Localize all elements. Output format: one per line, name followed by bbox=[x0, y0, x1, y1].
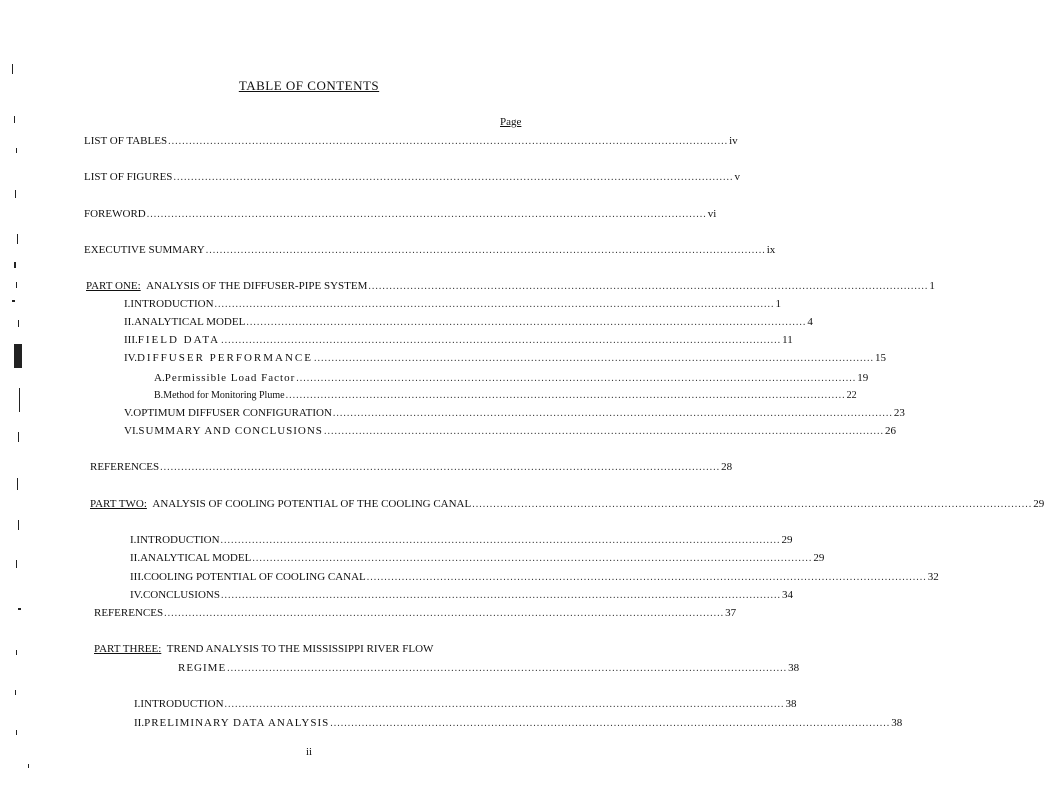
dot-leader: ................................................................................................................................................................ bbox=[160, 462, 721, 473]
scan-speck bbox=[16, 650, 17, 655]
part-title: TREND ANALYSIS TO THE MISSISSIPPI RIVER FLOW bbox=[166, 643, 434, 655]
entry-label: PRELIMINARY DATA ANALYSIS bbox=[144, 717, 330, 729]
entry-number: VI. bbox=[124, 425, 139, 437]
dot-leader: ................................................................................................................................................................ bbox=[205, 245, 766, 256]
toc-entry[interactable] bbox=[90, 461, 733, 473]
dot-leader: ................................................................................................................................................................ bbox=[227, 663, 788, 674]
entry-page: 19 bbox=[857, 372, 869, 384]
scan-speck bbox=[16, 730, 17, 735]
scan-speck bbox=[16, 148, 17, 153]
entry-label: REGIME bbox=[178, 662, 227, 674]
entry-page: 1 bbox=[929, 280, 935, 292]
entry-label: CONCLUSIONS bbox=[142, 589, 220, 601]
entry-label: INTRODUCTION bbox=[136, 534, 220, 546]
dot-leader: ................................................................................................................................................................ bbox=[220, 590, 781, 601]
toc-entry[interactable] bbox=[124, 407, 905, 419]
scan-speck bbox=[19, 388, 20, 412]
dot-leader: ................................................................................................................................................................ bbox=[173, 172, 734, 183]
toc-entry[interactable] bbox=[130, 589, 793, 601]
part-label: PART THREE: bbox=[94, 643, 162, 655]
entry-page: 38 bbox=[785, 698, 797, 710]
scan-speck bbox=[28, 764, 29, 768]
entry-page: 28 bbox=[721, 461, 733, 473]
entry-number: B. bbox=[154, 390, 164, 401]
dot-leader: ................................................................................................................................................................ bbox=[332, 408, 893, 419]
scan-speck bbox=[12, 300, 15, 302]
entry-page: 11 bbox=[782, 334, 793, 346]
toc-entry[interactable] bbox=[134, 717, 903, 729]
entry-number: IV. bbox=[124, 352, 137, 364]
part-title: ANALYSIS OF THE DIFFUSER-PIPE SYSTEM bbox=[146, 280, 368, 292]
entry-number: I. bbox=[134, 698, 141, 710]
scan-speck bbox=[15, 190, 16, 198]
page-title: TABLE OF CONTENTS bbox=[238, 78, 380, 93]
toc-entry[interactable] bbox=[124, 298, 782, 310]
entry-page: 38 bbox=[891, 717, 903, 729]
entry-number: III. bbox=[124, 334, 138, 346]
entry-page: 1 bbox=[775, 298, 782, 310]
entry-page: 22 bbox=[846, 390, 857, 401]
entry-page: ix bbox=[766, 244, 776, 256]
entry-label: OPTIMUM DIFFUSER CONFIGURATION bbox=[133, 407, 332, 419]
toc-entry[interactable] bbox=[84, 171, 740, 183]
scan-speck bbox=[17, 234, 18, 244]
scan-speck bbox=[15, 690, 16, 695]
entry-page: 4 bbox=[807, 316, 813, 328]
scan-speck bbox=[16, 560, 17, 568]
toc-entry[interactable] bbox=[94, 607, 737, 619]
entry-number: V. bbox=[124, 407, 134, 419]
entry-number: IV. bbox=[130, 589, 143, 601]
dot-leader: ................................................................................................................................................................ bbox=[330, 718, 891, 729]
toc-entry[interactable] bbox=[134, 698, 797, 710]
toc-entry[interactable] bbox=[130, 552, 825, 564]
entry-label: REFERENCES bbox=[94, 607, 164, 619]
entry-page: 29 bbox=[1033, 498, 1044, 510]
toc-subentry[interactable] bbox=[154, 372, 869, 384]
page-column-header: Page bbox=[500, 116, 522, 128]
scan-speck bbox=[18, 432, 19, 442]
toc-entry-continuation[interactable] bbox=[178, 662, 800, 674]
scan-speck bbox=[17, 478, 18, 490]
entry-number: II. bbox=[130, 552, 141, 564]
entry-label: FOREWORD bbox=[84, 208, 146, 220]
entry-page: v bbox=[734, 171, 740, 183]
toc-entry[interactable] bbox=[124, 425, 896, 437]
page-number: ii bbox=[305, 746, 313, 758]
entry-label: ANALYTICAL MODEL bbox=[140, 552, 252, 564]
toc-part-entry[interactable] bbox=[94, 643, 534, 655]
scan-speck bbox=[18, 608, 21, 610]
dot-leader: ................................................................................................................................................................ bbox=[146, 209, 707, 220]
entry-page: 29 bbox=[781, 534, 793, 546]
dot-leader: ................................................................................................................................................................ bbox=[472, 499, 1033, 510]
entry-number: II. bbox=[124, 316, 135, 328]
dot-leader: ................................................................................................................................................................ bbox=[168, 136, 729, 147]
entry-page: 38 bbox=[788, 662, 800, 674]
entry-page: 37 bbox=[725, 607, 737, 619]
entry-label: INTRODUCTION bbox=[140, 698, 224, 710]
scan-speck bbox=[14, 116, 15, 123]
dot-leader: ................................................................................................................................................................ bbox=[214, 299, 775, 310]
dot-leader: ................................................................................................................................................................ bbox=[164, 608, 725, 619]
entry-label: DIFFUSER PERFORMANCE bbox=[136, 352, 313, 364]
toc-entry[interactable] bbox=[124, 316, 813, 328]
entry-label: ANALYTICAL MODEL bbox=[134, 316, 246, 328]
dot-leader: ................................................................................................................................................................ bbox=[323, 426, 884, 437]
entry-page: 29 bbox=[813, 552, 825, 564]
dot-leader: ................................................................................................................................................................ bbox=[221, 335, 782, 346]
entry-label: FIELD DATA bbox=[137, 334, 221, 346]
entry-label: EXECUTIVE SUMMARY bbox=[84, 244, 205, 256]
entry-label: REFERENCES bbox=[90, 461, 160, 473]
entry-number: I. bbox=[124, 298, 131, 310]
toc-subentry[interactable] bbox=[154, 390, 857, 401]
toc-entry[interactable] bbox=[130, 571, 939, 583]
dot-leader: ................................................................................................................................................................ bbox=[252, 553, 813, 564]
dot-leader: ................................................................................................................................................................ bbox=[246, 317, 807, 328]
dot-leader: ................................................................................................................................................................ bbox=[296, 373, 857, 384]
scan-speck bbox=[14, 262, 16, 268]
dot-leader: ................................................................................................................................................................ bbox=[313, 353, 874, 364]
entry-page: 34 bbox=[781, 589, 793, 601]
entry-number: A. bbox=[154, 372, 165, 384]
toc-entry[interactable] bbox=[84, 208, 717, 220]
scan-blot bbox=[14, 344, 22, 368]
entry-page: iv bbox=[729, 135, 738, 147]
dot-leader: ................................................................................................................................................................ bbox=[368, 281, 929, 292]
scan-speck bbox=[18, 520, 19, 530]
entry-label: INTRODUCTION bbox=[130, 298, 214, 310]
toc-part-entry[interactable] bbox=[86, 280, 935, 292]
entry-label bbox=[94, 643, 433, 655]
entry-number: II. bbox=[134, 717, 145, 729]
scan-speck bbox=[18, 320, 19, 327]
toc-entry[interactable] bbox=[124, 352, 886, 364]
dot-leader: ................................................................................................................................................................ bbox=[220, 535, 781, 546]
scan-speck bbox=[12, 64, 13, 74]
entry-label: Method for Monitoring Plume bbox=[163, 390, 285, 401]
entry-label: COOLING POTENTIAL OF COOLING CANAL bbox=[143, 571, 366, 583]
dot-leader: ................................................................................................................................................................ bbox=[285, 390, 846, 401]
toc-entry[interactable] bbox=[130, 534, 793, 546]
entry-page: 32 bbox=[927, 571, 939, 583]
toc-entry[interactable] bbox=[124, 334, 793, 346]
toc-entry[interactable] bbox=[84, 244, 776, 256]
entry-page: 23 bbox=[893, 407, 905, 419]
entry-label bbox=[90, 498, 471, 510]
entry-number: I. bbox=[130, 534, 137, 546]
entry-label: Permissible Load Factor bbox=[164, 372, 296, 384]
part-title: ANALYSIS OF COOLING POTENTIAL OF THE COOLING CANAL bbox=[152, 498, 472, 510]
dot-leader: ................................................................................................................................................................ bbox=[224, 699, 785, 710]
entry-page: vi bbox=[707, 208, 717, 220]
entry-page: 15 bbox=[874, 352, 886, 364]
entry-label: LIST OF FIGURES bbox=[84, 171, 173, 183]
part-label: PART ONE: bbox=[86, 280, 141, 292]
toc-entry[interactable] bbox=[84, 135, 738, 147]
entry-label: LIST OF TABLES bbox=[84, 135, 168, 147]
entry-number: III. bbox=[130, 571, 144, 583]
entry-label bbox=[86, 280, 367, 292]
part-label: PART TWO: bbox=[90, 498, 147, 510]
toc-part-entry[interactable] bbox=[90, 498, 1044, 510]
entry-label: SUMMARY AND CONCLUSIONS bbox=[138, 425, 323, 437]
dot-leader: ................................................................................................................................................................ bbox=[366, 572, 927, 583]
scan-speck bbox=[16, 282, 17, 288]
entry-page: 26 bbox=[884, 425, 896, 437]
